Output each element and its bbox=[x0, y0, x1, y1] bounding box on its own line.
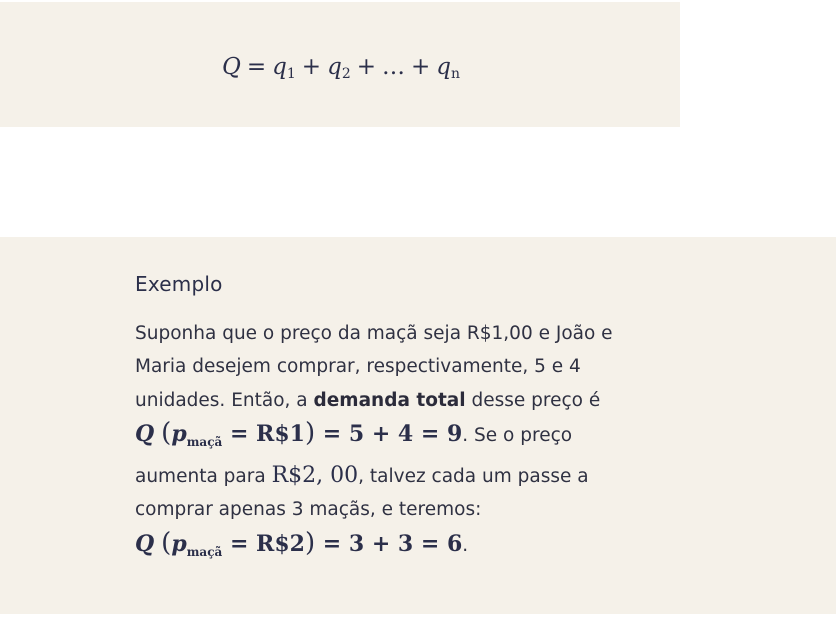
line4-tail: . Se o preço bbox=[462, 424, 573, 446]
math-new-price: R$2, 00 bbox=[271, 463, 359, 489]
math2-p: p bbox=[171, 530, 187, 557]
formula-sub2: 2 bbox=[341, 66, 351, 82]
formula-q2: q bbox=[327, 54, 342, 80]
example-line-4 bbox=[135, 417, 735, 459]
example-body bbox=[135, 317, 735, 569]
math2-price: = R$2 bbox=[222, 530, 305, 557]
example-line-5 bbox=[135, 459, 735, 493]
line3-text-a: unidades. Então, a bbox=[135, 389, 314, 411]
formula-sub1: 1 bbox=[286, 66, 296, 82]
line5-text-a: aumenta para bbox=[135, 466, 272, 488]
formula-plus-3: + bbox=[411, 54, 431, 80]
math1-Q: Q bbox=[135, 420, 155, 447]
math-expression-1: Q ($p_{maçã}$ = R$1) = 5 + 4 = 9 bbox=[135, 417, 463, 449]
total-demand-formula bbox=[222, 54, 460, 82]
formula-Q: Q bbox=[222, 54, 241, 80]
example-line-3 bbox=[135, 384, 735, 417]
formula-qn: q bbox=[436, 54, 452, 80]
formula-dots: … bbox=[382, 54, 406, 80]
formula-subn: n bbox=[451, 66, 461, 82]
math-expression-2: Q ($p_{maçã}$ = R$2) = 3 + 3 = 6 bbox=[135, 527, 463, 559]
math1-sum: = 5 + 4 = 9 bbox=[315, 420, 463, 447]
formula-plus-2: + bbox=[356, 54, 377, 80]
math1-price: = R$1 bbox=[222, 420, 305, 447]
formula-box bbox=[0, 2, 680, 127]
example-line-1: Suponha que o preço da maçã seja R$1,00 e João e bbox=[135, 323, 613, 344]
example-line-6: comprar apenas 3 maçãs, e teremos: bbox=[135, 499, 482, 521]
math1-p: p bbox=[171, 420, 187, 447]
example-line-7 bbox=[135, 527, 735, 569]
formula-equals: = bbox=[246, 54, 267, 80]
example-line-2: Maria desejem comprar, respectivamente, 5 e 4 bbox=[135, 356, 581, 378]
math2-Q: Q bbox=[135, 530, 155, 557]
line7-tail: . bbox=[462, 534, 469, 556]
example-box bbox=[0, 237, 836, 614]
math1-sub: maçã bbox=[186, 434, 223, 449]
total-demand-term: demanda total bbox=[313, 389, 466, 411]
example-title: Exemplo bbox=[135, 272, 223, 296]
line5-text-b: , talvez cada um passe a bbox=[358, 466, 589, 488]
line3-text-b: desse preço é bbox=[465, 389, 601, 411]
math2-sub: maçã bbox=[186, 544, 223, 559]
formula-q1: q bbox=[272, 54, 287, 80]
math2-sum: = 3 + 3 = 6 bbox=[315, 530, 463, 557]
formula-plus-1: + bbox=[301, 54, 322, 80]
